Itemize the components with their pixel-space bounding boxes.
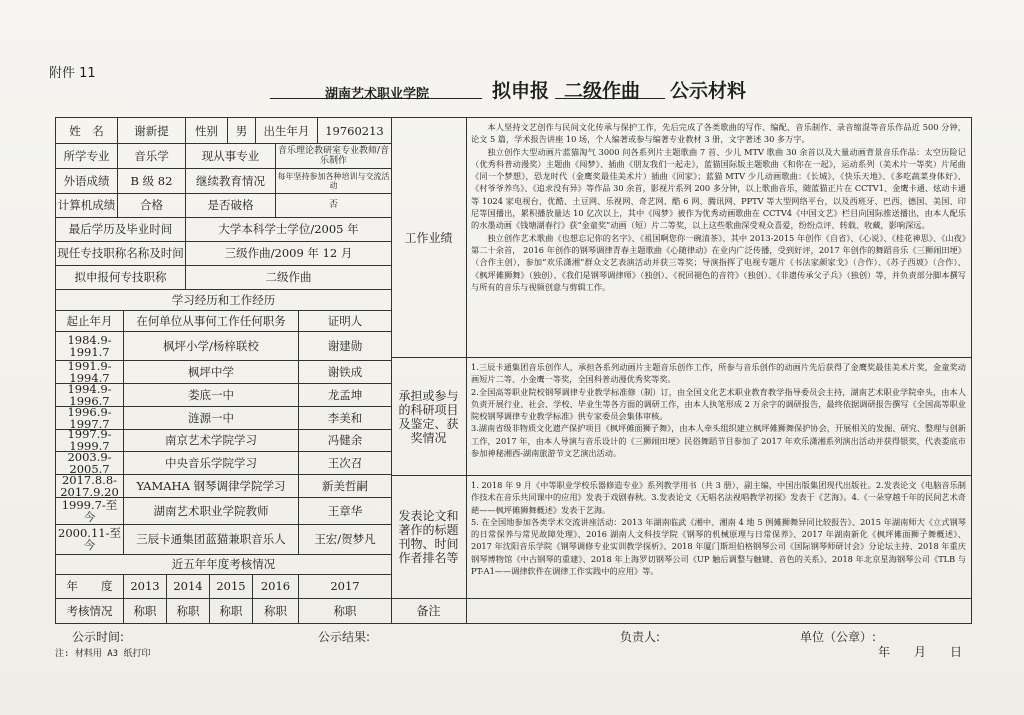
history-row (56, 497, 391, 525)
paper-paragraph: 1. 2018 年 9 月《中等职业学校乐器修造专业》系列教学用书（共 3 册），副主编，中国出版集团现代出版社。2.发表论文《电脑音乐制作技术在音乐共同课中的应用》发表于戏剧春秋。3.发表论文《无唱名法视唱教学初探》发表于《艺海》。4.《一朵穿越千年的民间艺术奇葩——枫坪傩狮舞概述》发表于艺海。 (471, 480, 966, 515)
apply-level: 二级作曲 (564, 80, 641, 102)
history-time: 1997.9-1999.7 (56, 429, 124, 451)
row-education (56, 217, 391, 242)
year-cell: 2017 (330, 579, 360, 593)
research-paragraph: 2.全国高等职业院校钢琴调律专业教学标准修（制）订，由全国文化艺术职业教育教学指导委员会主持，湖南艺术职业学院牵头，由本人负责开展行业、社会、学校、毕业生等各方面的调研工作，由本人执笔形成 2 万余字的调研报告，最终依据调研报告撰写《全国高等职业院校钢琴调律专业教学标准》供专家委员会集体审核。 (471, 386, 966, 422)
research-paragraph: 1.三辰卡通集团音乐创作人，承担各系列动画片主题音乐创作工作，所参与音乐创作的动画片先后获得了金鹰奖最佳美术片奖，金童奖动画短片二等、小金鹰一等奖，全国科普动漫优秀奖等奖。 (471, 362, 966, 385)
history-time: 2017.8.8-2017.9.20 (56, 474, 124, 497)
footer-date: 年 月 日 (878, 645, 963, 659)
current-title-value: 三级作曲/2009 年 12 月 (224, 246, 353, 260)
history-row (56, 331, 391, 361)
history-title: 学习经历和工作经历 (171, 292, 276, 307)
year-cell: 2016 (253, 574, 299, 598)
row-name (56, 118, 391, 144)
paper-paragraph: 5. 在全国地参加各类学术交流讲座活动：2013 年湖南临武《湘中、湘南 4 地 5 例傩狮舞异同比较报告》、2015 年湖南师大《立式钢琴的日常保养与常见故障处理》、2016 湖南人文科技学院《钢琴的机械原理与日常保养》、2017 年湖南新化《枫坪傩面狮子舞概述》、2017 年沈阳音乐学院《钢琴调修专业实训教学探析》、2018 年厦门斯坦伯格钢琴公司《国际钢琴师研讨会》分论坛主持、2018 年重庆钢琴博物馆《中古钢琴的重建》、2018 年上海罗切钢琴公司《UP 触后调整与触键、音色的关系》、2018 年北京星海钢琴公司《TLB 与 PT-A1——调律软件在调律工作实践中的应用》等。 (471, 516, 966, 577)
assessment-title: 近五年年度考核情况 (171, 557, 276, 571)
computer-value: 合格 (118, 193, 186, 217)
work-label: 工作业绩 (391, 118, 466, 358)
result-cell: 称职 (167, 598, 210, 623)
result-cell: 称职 (333, 603, 357, 618)
history-witness: 王次召 (327, 455, 363, 470)
year-cell: 2014 (167, 574, 210, 598)
assessment-section-title (56, 554, 391, 575)
apply-title-label: 拟申报何专技职称 (56, 265, 186, 289)
year-label: 年 度 (56, 574, 124, 598)
row-major (56, 143, 391, 169)
language-label: 外语成绩 (56, 168, 118, 193)
birth-value: 19760213 (325, 123, 384, 138)
left-panel (56, 118, 392, 623)
continuing-edu-value: 每年坚持参加各种培训与交流活动 (277, 171, 390, 190)
work-paragraph: 独立创作大型动画片蓝猫淘气 3000 问各系列片主题歌曲 7 首、少儿 MTV 歌曲 30 余首以及大量动画背景音乐作品：太空历险记（优秀科普动漫奖）主题曲《闯梦》、插曲《朋友我们一起走》，蓝猫国际版主题歌曲《和你在一起》，运动系列（美术片一等奖）片尾曲《同一个梦想》，恐龙时代（金鹰奖最佳美术片）插曲《回家》；蓝猫 MTV 少儿动画歌曲：《长城》、《快乐天地》、《多吃蔬菜身体好》、《村爷爷养鸟》、《追求没有异》等作品 30 余首，影视片系列 200 多分钟，以上歌曲音乐，随蓝猫正片在 CCTV1、金鹰卡通、炫动卡通等 1024 家电视台，优酷、土豆网、乐视网、奇艺网、酷 6 网、腾讯网、PPTV 等大型网络平台，以及西班牙、巴西、德国、美国、印尼等国播出，累积播放量达 10 亿次以上，其中《闯梦》被作为优秀动画歌曲在 CCTV4《中国文艺》栏目向国际推送播出，由本人配乐的水墨动画《钱塘湖春行》获“金童奖”动画（短）片二等奖，以上这些歌曲深受观众喜爱，纷纷点评、转载、收藏，影响深远。 (471, 146, 966, 231)
education-value: 大学本科学士学位/2005 年 (218, 222, 359, 236)
history-witness: 王宏/贺梦凡 (314, 532, 376, 546)
year-cell: 2015 (210, 574, 253, 598)
major-value: 音乐学 (118, 143, 186, 168)
apply-title-value: 二级作曲 (265, 270, 312, 284)
result-cell: 称职 (210, 598, 253, 623)
row-current-title (56, 241, 391, 266)
major-label: 所学专业 (56, 143, 118, 168)
birth-label: 出生年月 (256, 118, 318, 143)
result-cell: 称职 (124, 598, 167, 623)
history-row (56, 474, 391, 498)
footer-result-label: 公示结果: (318, 630, 371, 644)
history-time: 1996.9-1997.7 (56, 406, 124, 429)
paper-label: 发表论文和著作的标题刊物、时间作者排名等 (391, 476, 466, 599)
form-table (55, 117, 972, 624)
history-col-time: 起止年月 (56, 310, 124, 331)
history-unit: 娄底一中 (124, 383, 299, 406)
history-time: 2003.9-2005.7 (56, 451, 124, 474)
history-time: 1999.7-至今 (56, 497, 124, 524)
education-label: 最后学历及毕业时间 (56, 217, 186, 241)
history-col-unit: 在何单位从事何工作任何职务 (124, 310, 299, 331)
school-name: 湖南艺术职业学院 (325, 87, 430, 102)
history-unit: 中央音乐学院学习 (124, 451, 299, 474)
continuing-edu-label: 继续教育情况 (186, 168, 276, 193)
print-note: 注: 材料用 A3 纸打印 (55, 649, 151, 659)
history-header-row (56, 310, 391, 332)
assessment-result-row (56, 598, 391, 623)
row-apply-title (56, 265, 391, 290)
gender-value: 男 (228, 118, 256, 143)
remark-label: 备注 (416, 604, 441, 618)
history-witness: 谢铁成 (327, 364, 363, 379)
content-column (466, 118, 971, 623)
language-value: B 级 82 (118, 168, 186, 193)
work-content (466, 118, 971, 358)
history-witness: 新美哲嗣 (322, 478, 368, 493)
history-row (56, 406, 391, 430)
exception-label: 是否破格 (186, 193, 276, 217)
history-time: 1991.9-1994.7 (56, 360, 124, 383)
apply-prefix: 拟申报 (492, 80, 550, 102)
history-unit: YAMAHA 钢琴调律学院学习 (124, 474, 299, 497)
name-value: 谢新提 (118, 118, 186, 143)
exception-value: 否 (328, 200, 338, 210)
result-label: 考核情况 (56, 598, 124, 623)
assessment-year-row (56, 574, 391, 599)
work-paragraph: 独立创作艺术歌曲《也想忘记你的名字》、《祖国啊您你一碗清茶》、其中 2013-2015 年创作《自省》、《心说》、《桂花神思》、《山夜》第二十余首， 2016 年创作的钢琴调律青春主题歌曲《心随律动》在业内广泛传播，受到好评，2017 年创作的舞蹈音乐《三狮闹田埂》（合作主创），参加“欢乐潇湘”群众文艺表演活动并获三等奖；导演指挥了电视专题片《书法家颜家戈》（合作）、《苏子西坡》（合作）、《枫坪傩狮舞》（独创）、《我们是钢琴调律师》（独创）、《祝回褪色的音符》（独创）、《非遗传承父子兵》（独创）等，并负责部分脚本撰写与所有的音乐与视频创意与剪辑工作。 (471, 232, 966, 292)
footer-responsible-label: 负责人: (620, 630, 661, 644)
history-section-title (56, 289, 391, 311)
gender-label: 性别 (186, 118, 228, 143)
title-suffix: 公示材料 (670, 80, 747, 102)
row-computer (56, 193, 391, 218)
history-unit: 南京艺术学院学习 (124, 429, 299, 451)
history-unit: 涟源一中 (124, 406, 299, 429)
name-label: 姓 名 (56, 118, 118, 143)
history-time: 1984.9-1991.7 (56, 331, 124, 360)
history-row (56, 383, 391, 407)
history-time: 1994.9-1996.7 (56, 383, 124, 406)
job-label: 现从事专业 (186, 143, 276, 168)
job-value: 音乐理论教研室专业教师/音乐制作 (277, 145, 390, 166)
history-row (56, 360, 391, 384)
history-witness: 冯健余 (327, 433, 363, 447)
history-witness: 李美和 (327, 410, 363, 425)
history-row (56, 524, 391, 555)
history-witness: 谢建勋 (327, 338, 363, 353)
year-cell: 2013 (124, 574, 167, 598)
history-witness: 王章华 (327, 503, 363, 518)
history-row (56, 451, 391, 475)
attachment-label: 附件 11 (49, 66, 96, 81)
history-unit: 枫坪小学/杨梓联校 (124, 331, 299, 360)
paper-content (466, 476, 971, 599)
remark-content (466, 599, 971, 623)
result-cell: 称职 (253, 598, 299, 623)
history-unit: 湖南艺术职业学院教师 (124, 497, 299, 524)
history-time: 2000.11-至今 (56, 524, 124, 554)
current-title-label: 现任专技职称名称及时间 (56, 241, 186, 265)
history-witness: 龙孟坤 (327, 387, 363, 402)
research-paragraph: 3.湖南省级非物质文化遗产保护项目《枫坪傩面狮子舞》，由本人牵头组织建立枫坪傩狮舞保护协会，开展相关的发掘、研究、整理与创新工作，2017 年，由本人导演与音乐设计的《三狮闹田埂》民俗舞蹈节目参加了 2017 年欢乐潇湘系列演出活动并获得银奖，代表娄底市参加神秘湘西-湖南旅游节文艺演出活动。 (471, 423, 966, 459)
history-col-witness: 证明人 (327, 313, 363, 328)
row-language (56, 168, 391, 194)
history-unit: 枫坪中学 (124, 360, 299, 383)
research-content (466, 358, 971, 476)
footer-unit-label: 单位（公章）: (800, 630, 877, 644)
section-label-column (391, 118, 467, 623)
history-row (56, 429, 391, 452)
computer-label: 计算机成绩 (56, 193, 118, 217)
footer-time-label: 公示时间: (72, 630, 125, 644)
history-unit: 三辰卡通集团蓝猫兼职音乐人 (124, 524, 299, 554)
document-title (270, 72, 790, 102)
work-paragraph: 本人坚持文艺创作与民间文化传承与保护工作，先后完成了各类歌曲的写作、编配、音乐制作、录音缩混等音乐作品近 500 分钟，论文 5 篇，学术报告讲座 10 场，个人编著或参与编著专业教材 3 册，文字著述 30 多万字。 (471, 122, 966, 145)
research-label: 承担或参与的科研项目及鉴定、获奖情况 (391, 358, 466, 476)
